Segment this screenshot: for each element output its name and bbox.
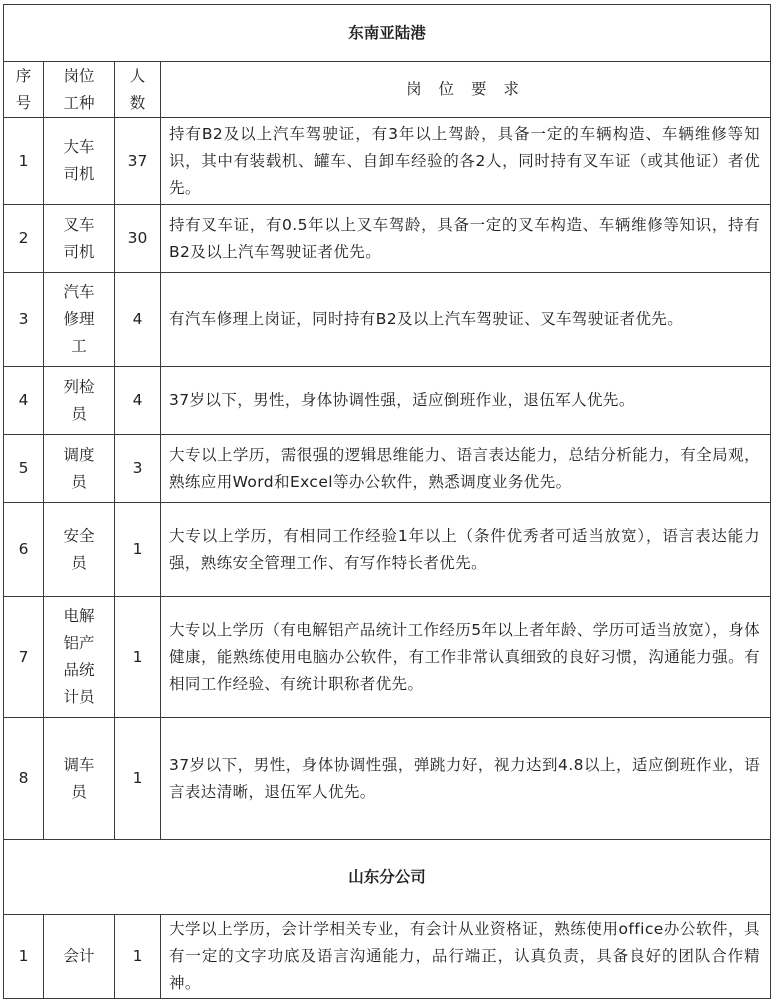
row-post <box>44 118 115 205</box>
row-seq: 1 <box>4 915 44 999</box>
row-post-label: 列检员 <box>63 377 95 423</box>
row-post <box>44 718 115 840</box>
row-post-label: 调度员 <box>63 445 95 491</box>
header-post-label: 岗位工种 <box>63 66 95 112</box>
header-count <box>115 62 161 118</box>
row-seq: 6 <box>4 503 44 597</box>
row-requirement: 37岁以下，男性，身体协调性强，弹跳力好，视力达到4.8以上，适应倒班作业，语言表达清晰，退伍军人优先。 <box>161 718 771 840</box>
row-post-label: 电解铝产品统计员 <box>63 607 95 706</box>
table-row <box>4 205 771 273</box>
row-post <box>44 597 115 718</box>
table-row <box>4 597 771 718</box>
row-count: 1 <box>115 503 161 597</box>
row-count: 37 <box>115 118 161 205</box>
row-requirement: 持有叉车证，有0.5年以上叉车驾龄，具备一定的叉车构造、车辆维修等知识，持有B2及以上汽车驾驶证者优先。 <box>161 205 771 273</box>
table-header-row <box>4 62 771 118</box>
row-post <box>44 273 115 367</box>
row-post: 会计 <box>44 915 115 999</box>
row-count: 1 <box>115 597 161 718</box>
header-count-label: 人数 <box>129 66 146 112</box>
section-title: 山东分公司 <box>4 840 771 915</box>
table-row <box>4 367 771 435</box>
row-post <box>44 367 115 435</box>
row-post-label: 汽车修理工 <box>63 283 95 355</box>
table-row <box>4 273 771 367</box>
row-count: 1 <box>115 915 161 999</box>
row-requirement: 大专以上学历，需很强的逻辑思维能力、语言表达能力，总结分析能力，有全局观，熟练应用Word和Excel等办公软件，熟悉调度业务优先。 <box>161 435 771 503</box>
row-count: 4 <box>115 273 161 367</box>
row-requirement: 37岁以下，男性，身体协调性强，适应倒班作业，退伍军人优先。 <box>161 367 771 435</box>
table-row <box>4 118 771 205</box>
table-row <box>4 435 771 503</box>
row-requirement: 大专以上学历，有相同工作经验1年以上（条件优秀者可适当放宽），语言表达能力强，熟练安全管理工作、有写作特长者优先。 <box>161 503 771 597</box>
row-requirement: 大学以上学历，会计学相关专业，有会计从业资格证，熟练使用office办公软件，具有一定的文字功底及语言沟通能力，品行端正，认真负责，具备良好的团队合作精神。 <box>161 915 771 999</box>
table-row <box>4 915 771 999</box>
section-title-row <box>4 5 771 62</box>
section-title-row <box>4 840 771 915</box>
header-seq-label: 序号 <box>15 66 32 112</box>
row-seq: 7 <box>4 597 44 718</box>
row-count: 30 <box>115 205 161 273</box>
row-seq: 8 <box>4 718 44 840</box>
row-count: 3 <box>115 435 161 503</box>
table-row <box>4 718 771 840</box>
row-seq: 4 <box>4 367 44 435</box>
row-requirement: 有汽车修理上岗证，同时持有B2及以上汽车驾驶证、叉车驾驶证者优先。 <box>161 273 771 367</box>
table-row <box>4 503 771 597</box>
row-seq: 2 <box>4 205 44 273</box>
row-requirement: 大专以上学历（有电解铝产品统计工作经历5年以上者年龄、学历可适当放宽），身体健康，能熟练使用电脑办公软件，有工作非常认真细致的良好习惯，沟通能力强。有相同工作经验、有统计职称者优先。 <box>161 597 771 718</box>
row-seq: 3 <box>4 273 44 367</box>
section-title: 东南亚陆港 <box>4 5 771 62</box>
row-post-label: 调车员 <box>63 755 95 801</box>
row-count: 1 <box>115 718 161 840</box>
row-post <box>44 503 115 597</box>
header-post <box>44 62 115 118</box>
job-requirements-table <box>3 4 771 999</box>
row-post-label: 安全员 <box>63 526 95 572</box>
row-post <box>44 205 115 273</box>
row-count: 4 <box>115 367 161 435</box>
row-post-label: 叉车司机 <box>63 215 95 261</box>
row-post-label: 大车司机 <box>63 138 95 183</box>
row-seq: 1 <box>4 118 44 205</box>
row-post <box>44 435 115 503</box>
header-requirement: 岗 位 要 求 <box>161 62 771 118</box>
row-seq: 5 <box>4 435 44 503</box>
header-seq <box>4 62 44 118</box>
row-requirement: 持有B2及以上汽车驾驶证，有3年以上驾龄，具备一定的车辆构造、车辆维修等知识，其中有装载机、罐车、自卸车经验的各2人，同时持有叉车证（或其他证）者优先。 <box>161 118 771 205</box>
